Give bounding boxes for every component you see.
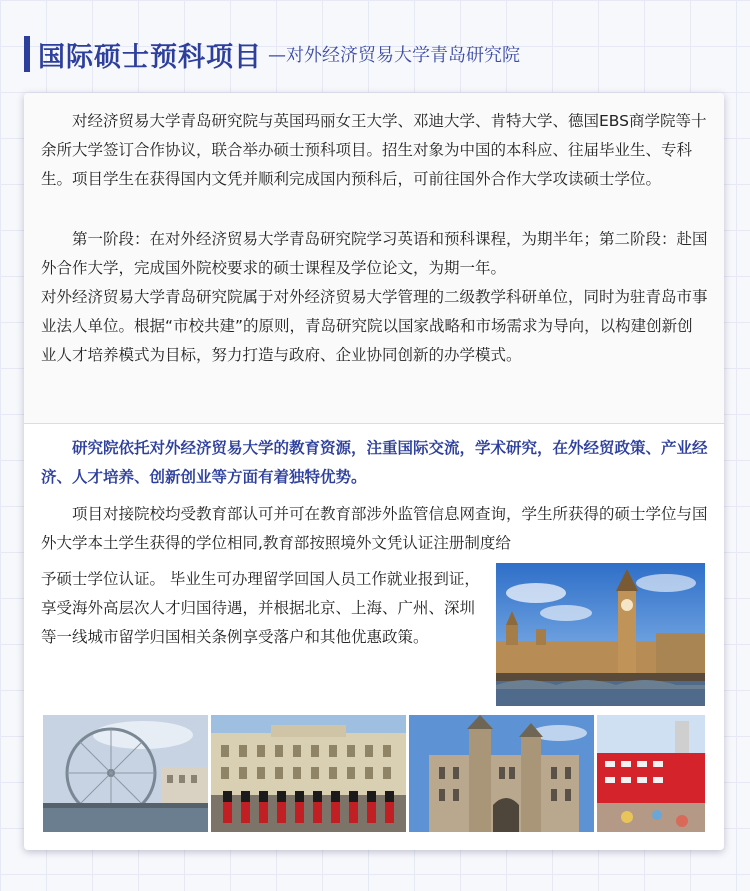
header-accent-bar [24, 36, 30, 72]
content-card [24, 93, 724, 850]
section-divider [24, 423, 724, 424]
london-eye-photo [43, 715, 208, 832]
stages-paragraph: 第一阶段：在对外经济贸易大学青岛研究院学习英语和预科课程，为期半年；第二阶段：赴国外合作大学，完成国外院校要求的硕士课程及学位论文，为期一年。 [41, 230, 708, 277]
page-header [24, 34, 520, 74]
highlight-paragraph: 研究院依托对外经济贸易大学的教育资源，注重国际交流，学术研究，在外经贸政策、产业经济、人才培养、创新创业等方面有着独特优势。 [41, 439, 708, 486]
page-subtitle: —对外经济贸易大学青岛研究院 [268, 45, 520, 66]
page-title: 国际硕士预科项目 [38, 41, 262, 73]
big-ben-photo [496, 563, 705, 706]
intro-paragraph: 对经济贸易大学青岛研究院与英国玛丽女王大学、邓迪大学、肯特大学、德国EBS商学院等十余所大学签订合作协议，联合举办硕士预科项目。招生对象为中国的本科应、往届毕业生、专科生。项目学生在获得国内文凭并顺利完成国内预科后，可前往国外合作大学攻读硕士学位。 [41, 112, 707, 188]
natural-history-museum-photo [409, 715, 594, 832]
red-buildings-photo [597, 715, 705, 832]
institute-paragraph: 对外经济贸易大学青岛研究院属于对外经济贸易大学管理的二级教学科研单位，同时为驻青岛市事业法人单位。根据“市校共建”的原则，青岛研究院以国家战略和市场需求为导向，以构建创新创业人才培养模式为目标，努力打造与政府、企业协同创新的办学模式。 [41, 288, 708, 364]
buckingham-palace-photo [211, 715, 406, 832]
degree-paragraph: 项目对接院校均受教育部认可并可在教育部涉外监管信息网查询，学生所获得的硕士学位与国外大学本土学生获得的学位相同,教育部按照境外文凭认证注册制度给 [41, 505, 708, 552]
benefits-paragraph: 予硕士学位认证。 毕业生可办理留学回国人员工作就业报到证，享受海外高层次人才归国待遇，并根据北京、上海、广州、深圳等一线城市留学归国相关条例享受落户和其他优惠政策。 [41, 570, 480, 646]
